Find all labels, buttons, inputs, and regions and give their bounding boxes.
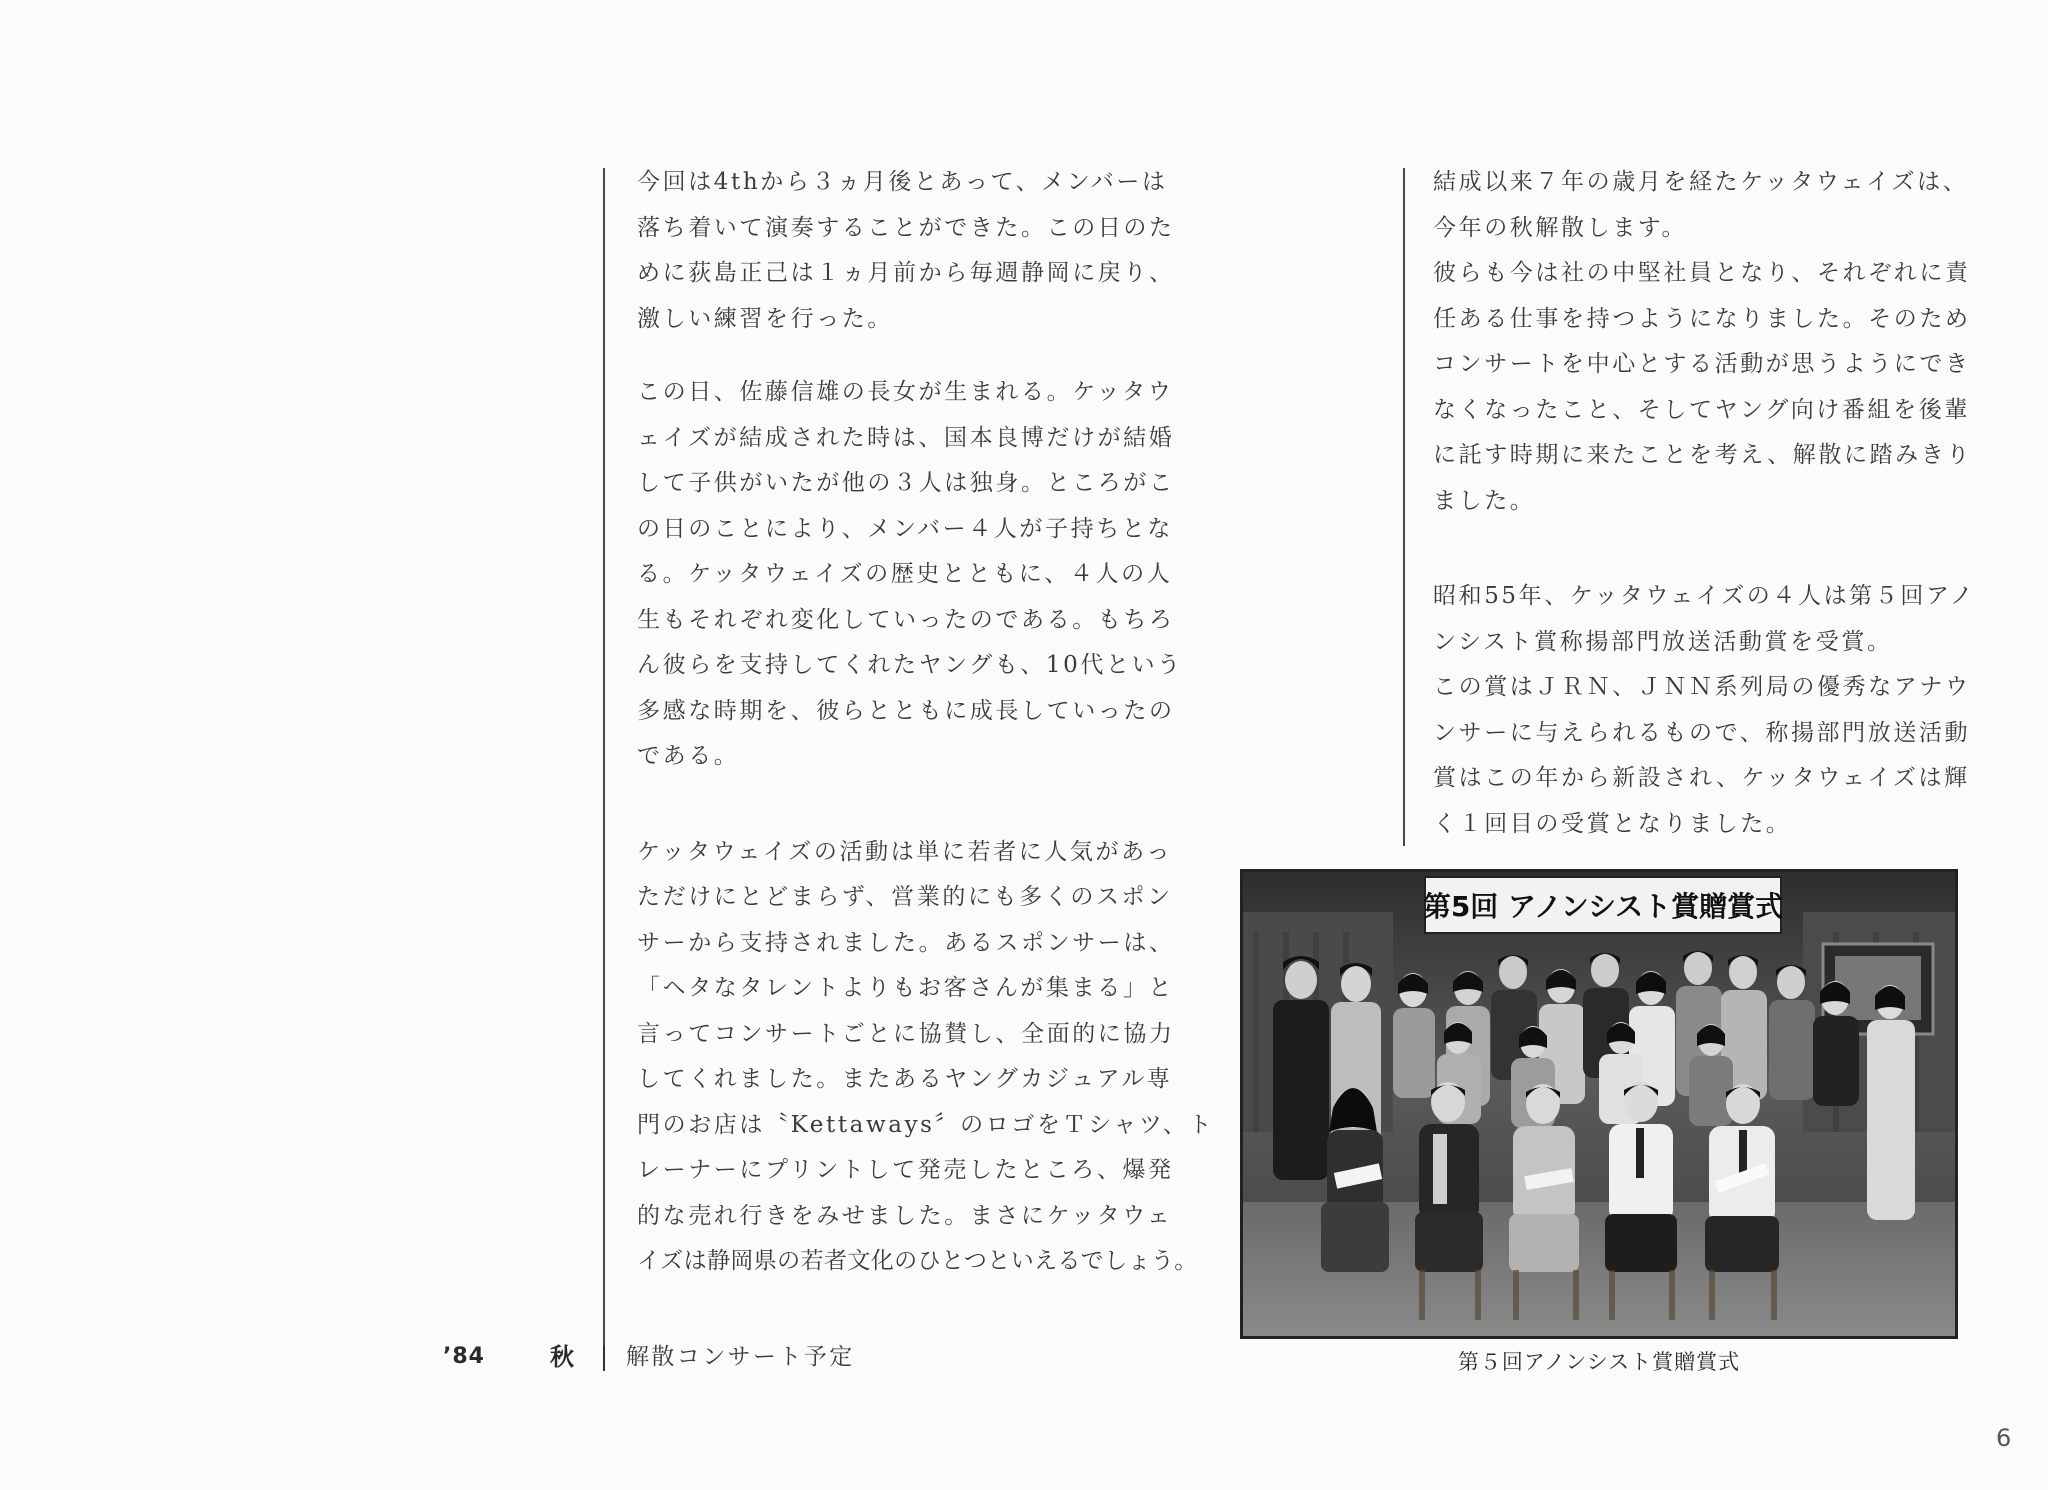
left-para-3-line-9: 的な売れ行きをみせました。まさにケッタウェ xyxy=(637,1202,1173,1229)
ceremony-banner-text: 第5回 アノンシスト賞贈賞式 xyxy=(1422,890,1784,923)
right-column-rule xyxy=(1403,168,1405,846)
left-para-2-line-4: の日のことにより、メンバー４人が子持ちとな xyxy=(637,515,1173,542)
left-para-3-line-4: 「ヘタなタレントよりもお客さんが集まる」と xyxy=(637,975,1175,1001)
left-column xyxy=(637,160,1214,1285)
photo-illustration xyxy=(1243,872,1955,1336)
left-para-3-line-5: 言ってコンサートごとに協賛し、全面的に協力 xyxy=(637,1020,1175,1047)
left-para-3-line-8: レーナーにプリントして発売したところ、爆発 xyxy=(637,1157,1174,1183)
right-para-1-line-5: コンサートを中心とする活動が思うようにでき xyxy=(1433,351,1971,377)
left-para-1-line-4: 激しい練習を行った。 xyxy=(637,305,893,332)
right-para-1-line-4: 任ある仕事を持つようになりました。そのため xyxy=(1433,305,1971,332)
left-para-2-line-1: この日、佐藤信雄の長女が生まれる。ケッタウ xyxy=(637,379,1174,405)
left-para-3-line-10: イズは静岡県の若者文化のひとつといえるでしょう。 xyxy=(637,1248,1198,1274)
left-para-1-line-3: めに荻島正己は１ヵ月前から毎週静岡に戻り、 xyxy=(637,260,1175,286)
page-number: 6 xyxy=(1996,1424,2012,1452)
left-para-2-line-9: である。 xyxy=(637,743,740,769)
timeline-year: ’84 xyxy=(443,1344,485,1369)
timeline-season: 秋 xyxy=(550,1342,574,1371)
right-para-1-line-6: なくなったこと、そしてヤング向け番組を後輩 xyxy=(1433,396,1970,423)
left-para-3-line-7: 門のお店は〝Kettaways〞のロゴをＴシャツ、ト xyxy=(637,1111,1215,1138)
left-para-2-line-6: 生もそれぞれ変化していったのである。もちろ xyxy=(637,606,1175,633)
right-para-1-line-2: 今年の秋解散します。 xyxy=(1433,214,1688,241)
left-para-2-line-7: ん彼らを支持してくれたヤングも、10代という xyxy=(637,652,1183,678)
left-para-2-line-2: ェイズが結成された時は、国本良博だけが結婚 xyxy=(637,424,1175,451)
right-para-2-line-1: 昭和55年、ケッタウェイズの４人は第５回アノ xyxy=(1433,583,1976,609)
left-para-3-line-6: してくれました。またあるヤングカジュアル専 xyxy=(637,1066,1173,1092)
right-para-2-line-4: ンサーに与えられるもので、称揚部門放送活動 xyxy=(1433,719,1971,746)
timeline-divider xyxy=(603,1345,605,1371)
timeline-row xyxy=(0,1337,1000,1377)
right-para-2-line-6: く１回目の受賞となりました。 xyxy=(1433,810,1792,837)
timeline-event: 解散コンサート予定 xyxy=(626,1344,855,1370)
left-para-1-line-1: 今回は4thから３ヵ月後とあって、メンバーは xyxy=(637,169,1168,195)
right-para-2-line-5: 賞はこの年から新設され、ケッタウェイズは輝 xyxy=(1433,765,1970,791)
right-para-1-line-8: ました。 xyxy=(1433,487,1536,514)
right-column xyxy=(1433,160,1975,847)
photo-caption: 第５回アノンシスト賞贈賞式 xyxy=(1457,1350,1741,1374)
left-para-2-line-5: る。ケッタウェイズの歴史とともに、４人の人 xyxy=(637,561,1173,587)
right-para-1-line-3: 彼らも今は社の中堅社員となり、それぞれに責 xyxy=(1433,260,1971,286)
left-para-3-line-3: サーから支持されました。あるスポンサーは、 xyxy=(637,929,1175,956)
left-para-1-line-2: 落ち着いて演奏することができた。この日のた xyxy=(637,214,1175,241)
award-ceremony-photo xyxy=(1240,869,1958,1339)
right-para-1-line-7: に託す時期に来たことを考え、解散に踏みきり xyxy=(1433,442,1972,468)
left-para-3-line-1: ケッタウェイズの活動は単に若者に人気があっ xyxy=(637,838,1173,865)
left-para-2-line-3: して子供がいたが他の３人は独身。ところがこ xyxy=(637,470,1175,496)
left-para-3-line-2: ただけにとどまらず、営業的にも多くのスポン xyxy=(637,884,1173,910)
left-column-rule xyxy=(603,168,605,1364)
right-para-1-line-1: 結成以来７年の歳月を経たケッタウェイズは、 xyxy=(1433,169,1969,195)
right-para-2-line-2: ンシスト賞称揚部門放送活動賞を受賞。 xyxy=(1433,628,1893,655)
left-para-2-line-8: 多感な時期を、彼らとともに成長していったの xyxy=(637,697,1175,724)
right-para-2-line-3: この賞はＪＲＮ、ＪＮＮ系列局の優秀なアナウ xyxy=(1433,674,1971,700)
